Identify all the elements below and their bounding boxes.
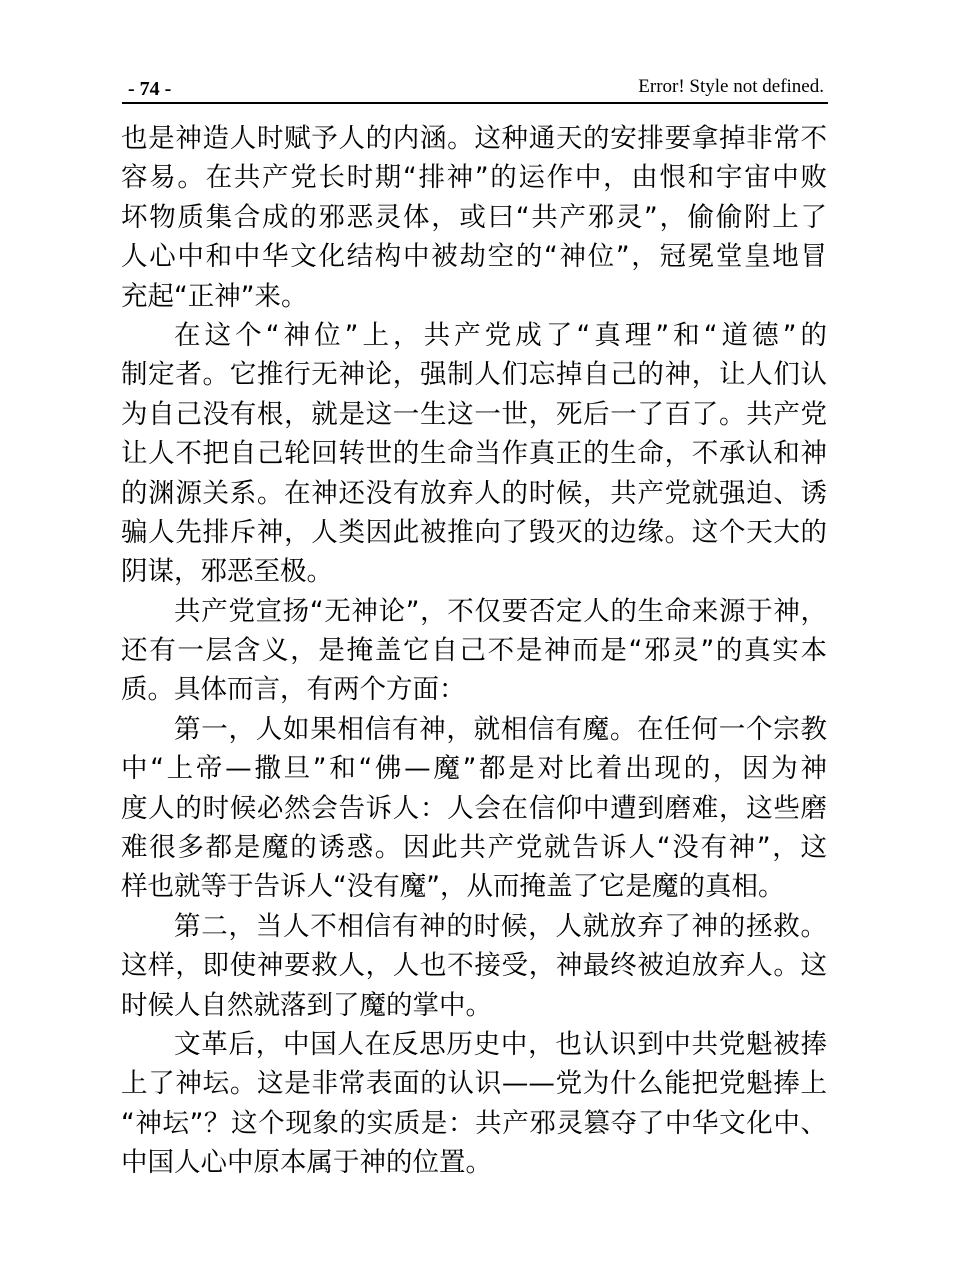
text-line: 还有一层含义，是掩盖它自己不是神而是“邪灵”的真实本 — [121, 635, 827, 667]
text-line: 上了神坛。这是非常表面的认识——党为什么能把党魁捧上 — [121, 1068, 827, 1100]
text-line: 制定者。它推行无神论，强制人们忘掉自己的神，让人们认 — [121, 359, 827, 391]
running-header-title: Error! Style not defined. — [638, 76, 824, 97]
text-line: 时候人自然就落到了魔的掌中。 — [121, 989, 492, 1021]
page-header — [122, 72, 828, 104]
text-line: 坏物质集合成的邪恶灵体，或曰“共产邪灵”，偷偷附上了 — [121, 201, 827, 233]
text-line: 样也就等于告诉人“没有魔”，从而掩盖了它是魔的真相。 — [121, 871, 785, 903]
text-line: 充起“正神”来。 — [121, 280, 308, 312]
text-line: 度人的时候必然会告诉人：人会在信仰中遭到磨难，这些磨 — [121, 792, 827, 824]
text-line: 在这个“神位”上，共产党成了“真理”和“道德”的 — [174, 319, 827, 351]
page-number: - 74 - — [128, 78, 172, 100]
body-text — [121, 119, 827, 1183]
text-line: 也是神造人时赋予人的内涵。这种通天的安排要拿掉非常不 — [121, 123, 827, 154]
text-line: 的渊源关系。在神还没有放弃人的时候，共产党就强迫、诱 — [121, 477, 827, 509]
text-line: 中“上帝—撒旦”和“佛—魔”都是对比着出现的，因为神 — [121, 753, 827, 785]
text-line: 第一，人如果相信有神，就相信有魔。在任何一个宗教 — [174, 713, 827, 745]
text-line: 文革后，中国人在反思历史中，也认识到中共党魁被捧 — [174, 1028, 827, 1060]
text-line: 人心中和中华文化结构中被劫空的“神位”，冠冕堂皇地冒 — [121, 241, 827, 273]
text-line: 骗人先排斥神，人类因此被推向了毁灭的边缘。这个天大的 — [121, 516, 827, 548]
text-line: 质。具体而言，有两个方面： — [121, 674, 466, 706]
text-line: 中国人心中原本属于神的位置。 — [121, 1147, 492, 1179]
text-line: 为自己没有根，就是这一生这一世，死后一了百了。共产党 — [121, 398, 827, 430]
text-line: 共产党宣扬“无神论”，不仅要否定人的生命来源于神， — [174, 595, 827, 627]
text-line: 这样，即使神要救人，人也不接受，神最终被迫放弃人。这 — [121, 950, 827, 982]
text-line: 阴谋，邪恶至极。 — [121, 556, 333, 588]
text-line: “神坛”？这个现象的实质是：共产邪灵篡夺了中华文化中、 — [121, 1107, 827, 1139]
text-line: 容易。在共产党长时期“排神”的运作中，由恨和宇宙中败 — [121, 162, 827, 194]
text-line: 第二，当人不相信有神的时候，人就放弃了神的拯救。 — [174, 910, 827, 942]
text-line: 难很多都是魔的诱惑。因此共产党就告诉人“没有神”，这 — [121, 832, 827, 864]
text-line: 让人不把自己轮回转世的生命当作真正的生命，不承认和神 — [121, 438, 827, 470]
